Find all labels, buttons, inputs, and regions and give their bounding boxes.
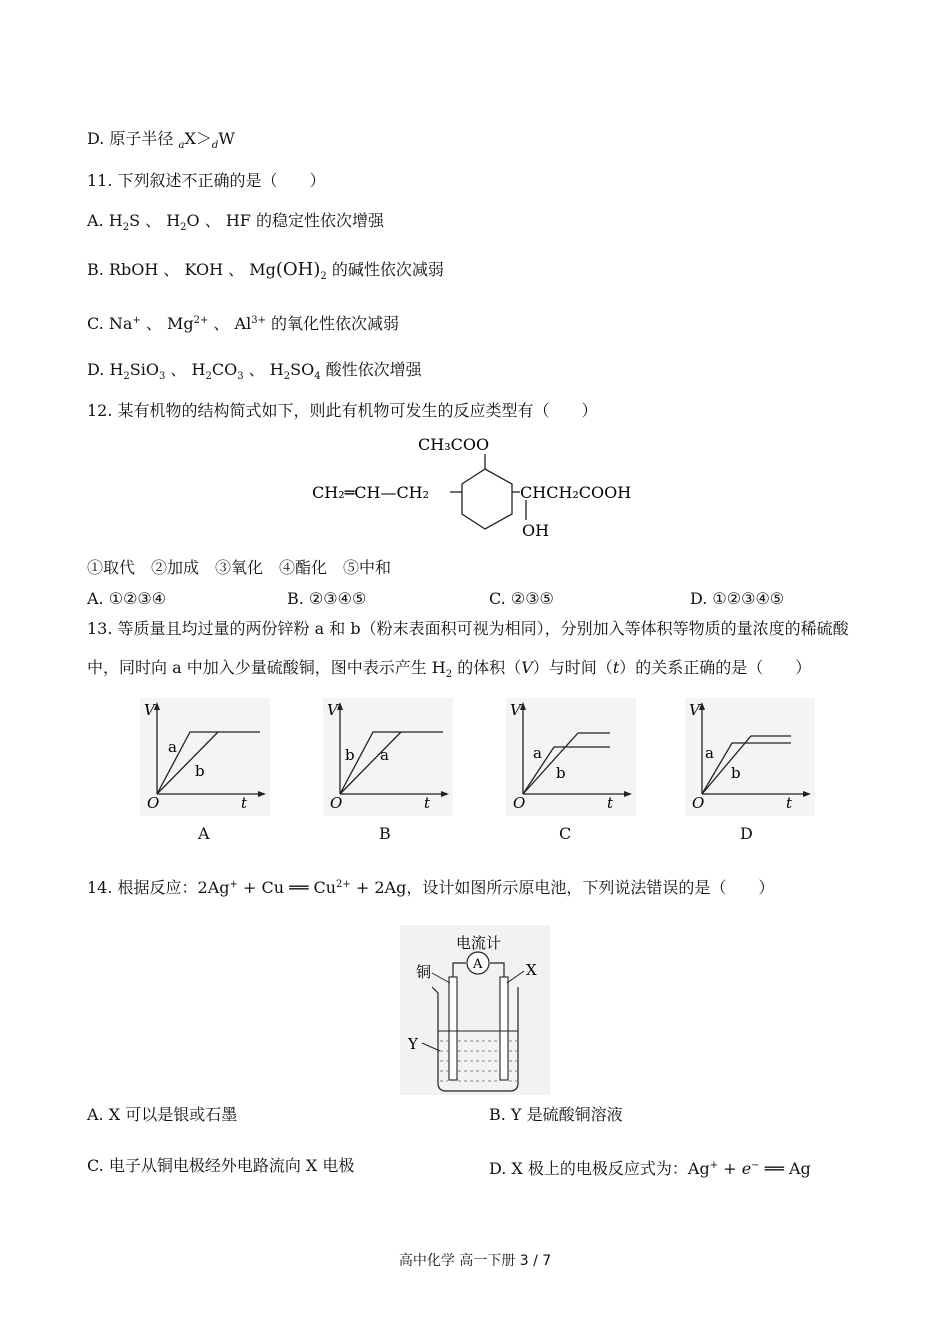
svg-text:b: b: [731, 764, 741, 782]
q11-option-c: C. Na+ 、 $Mg^{2+}$ 、 $Al^{3+}$ 的氧化性依次减弱: [87, 314, 400, 333]
q13-graph-a: [140, 698, 270, 816]
svg-text:V: V: [144, 701, 155, 719]
y-label: Y: [408, 1035, 418, 1053]
svg-text:A: A: [473, 957, 483, 972]
svg-text:t: t: [424, 794, 431, 812]
svg-text:O: O: [692, 794, 705, 812]
q12-option-a: A. ①②③④: [87, 589, 167, 608]
svg-text:b: b: [345, 746, 355, 764]
q12-option-c: C. ②③⑤: [489, 589, 554, 608]
q12-reactions: ①取代 ②加成 ③氧化 ④酯化 ⑤中和: [87, 558, 392, 577]
q14-option-c: C. 电子从铜电极经外电路流向 X 电极: [87, 1156, 355, 1175]
q10-option-d: D. 原子半径 $_aX>_dW$: [87, 129, 235, 151]
q14-option-a: A. X 可以是银或石墨: [87, 1105, 238, 1124]
q14-option-b: B. Y 是硫酸铜溶液: [489, 1105, 623, 1124]
svg-text:O: O: [147, 794, 160, 812]
q13-stem-line2: 中，同时向 a 中加入少量硫酸铜，图中表示产生 $H_2$ 的体积（V）与时间（t）的关系正确的是（ ）: [87, 658, 812, 680]
q11-stem: 11. 下列叙述不正确的是（ ）: [87, 171, 326, 190]
q11-option-d: D. $H_2SiO_3$ 、 $H_2CO_3$ 、 $H_2SO_4$ 酸性依次增强: [87, 360, 422, 382]
copper-label: 铜: [416, 963, 432, 981]
q12-stem: 12. 某有机物的结构简式如下，则此有机物可发生的反应类型有（ ）: [87, 401, 598, 420]
q13-stem-line1: 13. 等质量且均过量的两份锌粉 a 和 b（粉末表面积可视为相同），分别加入等体积等物质的量浓度的稀硫酸: [87, 619, 849, 638]
structure-left-group: CH₂═CH—CH₂: [312, 483, 430, 502]
structure-right-group: CHCH₂COOH: [520, 483, 632, 502]
q13-graph-b: [323, 698, 453, 816]
svg-text:a: a: [705, 744, 714, 762]
q13-graph-c: [506, 698, 636, 816]
svg-text:V: V: [327, 701, 338, 719]
svg-text:a: a: [533, 744, 542, 762]
svg-text:t: t: [786, 794, 793, 812]
q13-graph-d: [685, 698, 815, 816]
svg-text:V: V: [689, 701, 700, 719]
ammeter-label: 电流计: [456, 934, 502, 952]
svg-text:a: a: [168, 738, 177, 756]
svg-text:V: V: [510, 701, 521, 719]
q13-caption-a: A: [198, 824, 210, 843]
x-label: X: [526, 961, 537, 979]
page-footer: 高中化学 高一下册 3 / 7: [398, 1253, 552, 1269]
q11-option-a: A. $H_2S$ 、 $H_2O$ 、 HF 的稳定性依次增强: [87, 211, 384, 233]
q14-option-d: D. X 极上的电极反应式为：Ag+ + e− ══ Ag: [489, 1159, 811, 1178]
q12-option-d: D. ①②③④⑤: [690, 589, 785, 608]
x-electrode: [500, 977, 508, 1080]
q14-stem: 14. 根据反应：2Ag+ + Cu ══ $Cu^{2+} + 2Ag$，设计如图所示原电池，下列说法错误的是（ ）: [87, 878, 775, 897]
q14-galvanic-cell-diagram: [400, 925, 550, 1095]
q12-structure-diagram: [300, 430, 660, 545]
svg-text:t: t: [607, 794, 614, 812]
q13-caption-c: C: [559, 824, 572, 843]
q12-option-b: B. ②③④⑤: [287, 589, 367, 608]
q11-option-b: B. RbOH 、 KOH 、 $Mg(OH)_2$ 的碱性依次减弱: [87, 259, 444, 282]
svg-text:a: a: [380, 746, 389, 764]
svg-text:t: t: [241, 794, 248, 812]
cyclohexane-ring: [462, 469, 512, 529]
svg-text:O: O: [330, 794, 343, 812]
structure-top-group: CH₃COO: [418, 435, 490, 454]
svg-text:b: b: [195, 762, 205, 780]
svg-text:b: b: [556, 764, 566, 782]
copper-electrode: [449, 977, 457, 1080]
structure-bottom-group: OH: [522, 521, 550, 540]
q13-caption-d: D: [740, 824, 753, 843]
q13-caption-b: B: [379, 824, 391, 843]
svg-text:O: O: [513, 794, 526, 812]
